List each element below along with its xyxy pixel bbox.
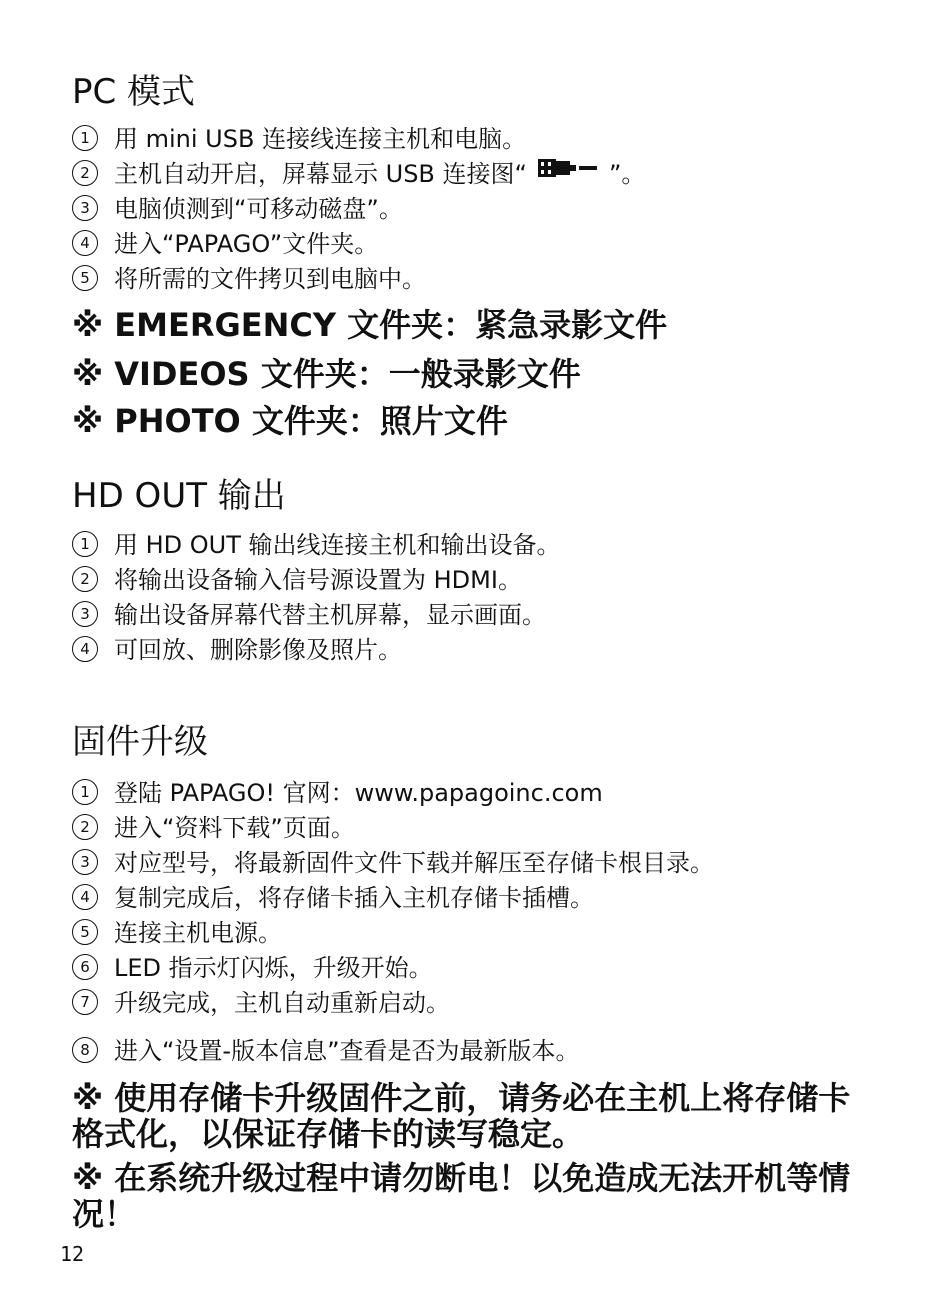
list-item [72,883,594,913]
step-number: 2 [72,160,98,186]
step-text: 将所需的文件拷贝到电脑中。 [114,265,426,293]
step-number: 2 [72,566,98,592]
step-text: LED 指示灯闪烁，升级开始。 [114,954,433,982]
step-text: 用 mini USB 连接线连接主机和电脑。 [114,125,527,153]
step-number: 6 [72,954,98,980]
folder-note-emergency: ※ EMERGENCY 文件夹：紧急录影文件 [72,306,668,344]
step-text: 可回放、删除影像及照片。 [114,636,402,664]
step-text: 用 HD OUT 输出线连接主机和输出设备。 [114,531,561,559]
list-item [72,918,282,948]
step-text: 连接主机电源。 [114,919,282,947]
step-number: 3 [72,195,98,221]
firmware-heading: 固件升级 [72,722,208,762]
step-number: 3 [72,849,98,875]
list-item [72,264,426,294]
step-number: 1 [72,779,98,805]
step-number: 4 [72,230,98,256]
list-item [72,159,645,190]
list-item [72,635,402,665]
step-number: 2 [72,814,98,840]
list-item [72,813,355,843]
step-number: 7 [72,989,98,1015]
step-text: 登陆 PAPAGO! 官网：www.papagoinc.com [114,779,603,807]
usb-plug-icon [537,156,599,186]
step-text: 输出设备屏幕代替主机屏幕，显示画面。 [114,601,546,629]
pc-mode-heading: PC 模式 [72,72,196,112]
list-item [72,194,403,224]
step-text: 对应型号，将最新固件文件下载并解压至存储卡根目录。 [114,849,714,877]
warning-note-power: ※ 在系统升级过程中请勿断电！以免造成无法开机等情况！ [72,1159,851,1233]
step-text: 复制完成后，将存储卡插入主机存储卡插槽。 [114,884,594,912]
step-number: 1 [72,531,98,557]
list-item [72,565,522,595]
list-item [72,953,433,983]
step-text: 进入“设置-版本信息”查看是否为最新版本。 [114,1037,580,1065]
step-number: 5 [72,919,98,945]
step-text: 电脑侦测到“可移动磁盘”。 [114,195,403,223]
step-number: 1 [72,125,98,151]
list-item [72,988,450,1018]
list-item [72,1036,580,1066]
step-number: 4 [72,636,98,662]
list-item [72,848,714,878]
step-number: 8 [72,1037,98,1063]
step-text-end: ”。 [608,160,646,188]
step-number: 5 [72,265,98,291]
step-text: 升级完成，主机自动重新启动。 [114,989,450,1017]
step-text: 将输出设备输入信号源设置为 HDMI。 [114,566,522,594]
step-text: 进入“资料下载”页面。 [114,814,355,842]
list-item [72,600,546,630]
step-number: 3 [72,601,98,627]
list-item [72,778,603,808]
folder-note-photo: ※ PHOTO 文件夹：照片文件 [72,402,508,440]
folder-note-videos: ※ VIDEOS 文件夹：一般录影文件 [72,355,581,393]
list-item [72,124,526,154]
list-item [72,530,561,560]
page-number: 12 [60,1242,85,1266]
list-item [72,229,378,259]
hd-out-heading: HD OUT 输出 [72,476,286,516]
warning-note-format: ※ 使用存储卡升级固件之前，请务必在主机上将存储卡格式化，以保证存储卡的读写稳定。 [72,1079,851,1153]
step-number: 4 [72,884,98,910]
step-text: 主机自动开启，屏幕显示 USB 连接图“ [114,160,527,188]
step-text: 进入“PAPAGO”文件夹。 [114,230,379,258]
